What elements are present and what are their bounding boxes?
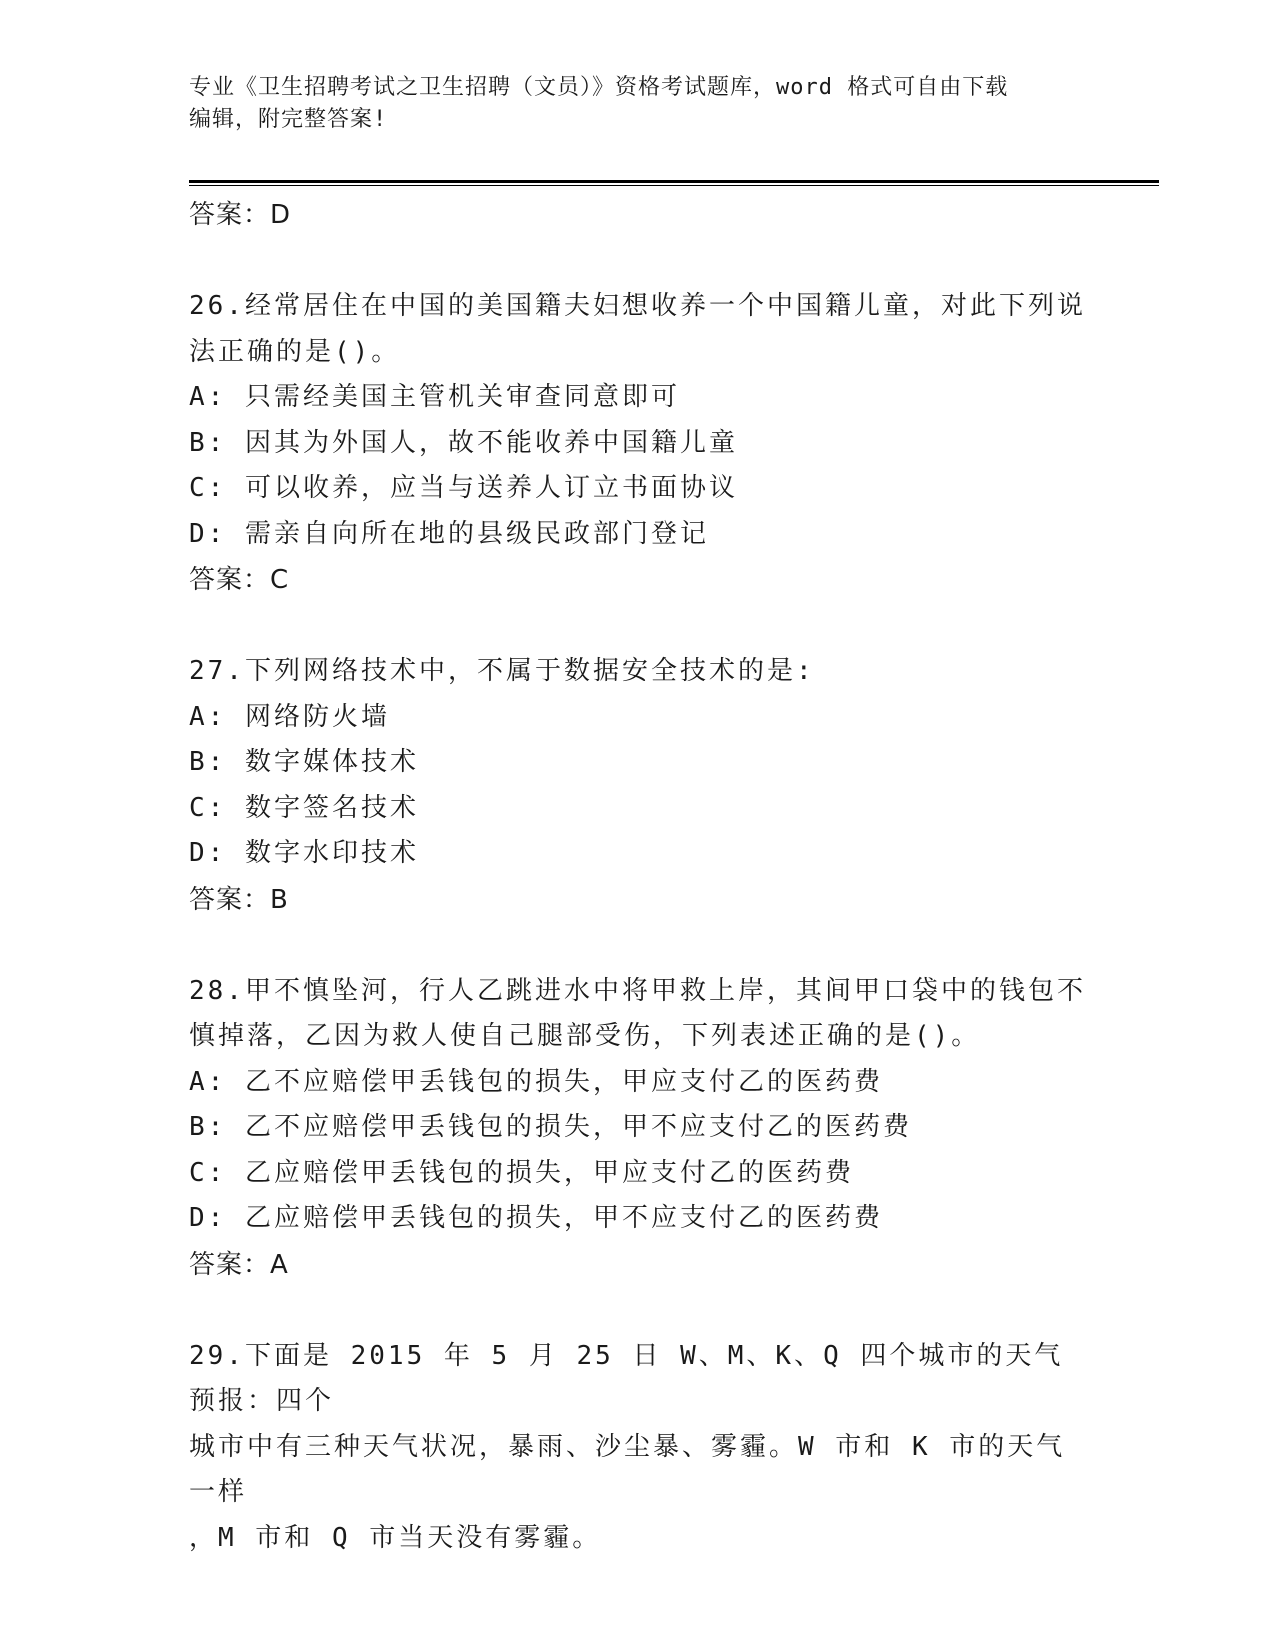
question-text-line: 慎掉落，乙因为救人使自己腿部受伤，下列表述正确的是()。	[189, 1021, 981, 1051]
question-text	[189, 969, 1089, 1060]
answer: 答案：C	[189, 565, 290, 595]
question-text-line: ，M 市和 Q 市当天没有雾霾。	[189, 1522, 602, 1553]
option-a: A: 只需经美国主管机关审查同意即可	[189, 382, 680, 412]
header-line-1: 专业《卫生招聘考试之卫生招聘（文员）》资格考试题库，word 格式可自由下载	[189, 75, 1009, 100]
option-c: C: 可以收养，应当与送养人订立书面协议	[189, 473, 738, 503]
question-27	[189, 649, 1089, 923]
question-text-line: 29.下面是 2015 年 5 月 25 日 W、M、K、Q 四个城市的天气预报：四个	[189, 1340, 1064, 1416]
question-28	[189, 969, 1089, 1288]
option-a: A: 网络防火墙	[189, 701, 390, 732]
answer: 答案：A	[189, 1249, 289, 1280]
header-divider-thick	[189, 180, 1159, 183]
option-d: D: 需亲自向所在地的县级民政部门登记	[189, 518, 709, 549]
question-text	[189, 284, 1089, 375]
question-text-line: 城市中有三种天气状况，暴雨、沙尘暴、雾霾。W 市和 K 市的天气一样	[189, 1431, 1066, 1507]
previous-answer: 答案：D	[189, 200, 292, 230]
option-a: A: 乙不应赔偿甲丢钱包的损失，甲应支付乙的医药费	[189, 1066, 883, 1097]
option-b: B: 数字媒体技术	[189, 747, 419, 777]
option-c: C: 数字签名技术	[189, 792, 419, 823]
header-line-2: 编辑，附完整答案!	[189, 107, 388, 132]
question-text	[189, 649, 1089, 695]
option-d: D: 乙应赔偿甲丢钱包的损失，甲不应支付乙的医药费	[189, 1203, 883, 1233]
question-text-line: 法正确的是()。	[189, 336, 401, 367]
question-26	[189, 284, 1089, 603]
option-c: C: 乙应赔偿甲丢钱包的损失，甲应支付乙的医药费	[189, 1157, 854, 1188]
option-b: B: 乙不应赔偿甲丢钱包的损失，甲不应支付乙的医药费	[189, 1112, 912, 1142]
header-divider-thin	[189, 185, 1159, 186]
option-d: D: 数字水印技术	[189, 838, 419, 868]
question-text-line: 28.甲不慎坠河，行人乙跳进水中将甲救上岸，其间甲口袋中的钱包不	[189, 975, 1086, 1006]
question-list	[189, 192, 1089, 1561]
question-text-line: 26.经常居住在中国的美国籍夫妇想收养一个中国籍儿童，对此下列说	[189, 291, 1086, 321]
question-29	[189, 1334, 1089, 1562]
answer: 答案：B	[189, 884, 289, 915]
document-header	[189, 72, 1089, 136]
option-b: B: 因其为外国人，故不能收养中国籍儿童	[189, 427, 738, 458]
question-text-line: 27.下列网络技术中，不属于数据安全技术的是:	[189, 656, 815, 686]
question-text	[189, 1334, 1089, 1562]
